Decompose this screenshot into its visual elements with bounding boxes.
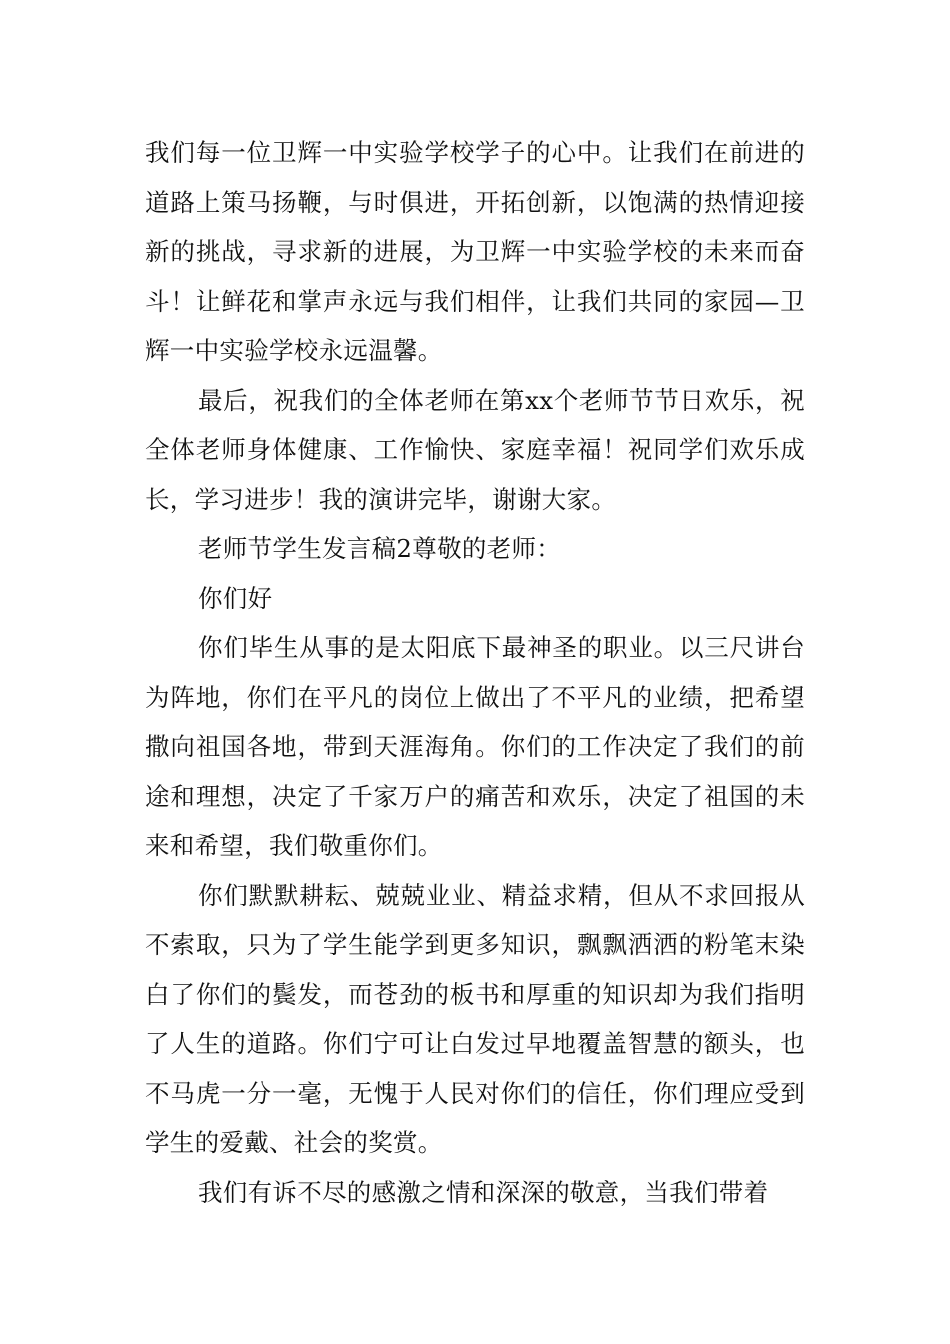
paragraph-7: 我们有诉不尽的感激之情和深深的敬意，当我们带着 xyxy=(198,1177,769,1207)
paragraph-5: 你们毕生从事的是太阳底下最神圣的职业。以三尺讲台为阵地，你们在平凡的岗位上做出了不平凡的业绩，把希望撒向祖国各地，带到天涯海角。你们的工作决定了我们的前途和理想，决定了千家万户的痛苦和欢乐，决定了祖国的未来和希望，我们敬重你们。 xyxy=(145,633,805,860)
paragraph-4: 你们好 xyxy=(198,583,273,613)
paragraph-6: 你们默默耕耘、兢兢业业、精益求精，但从不求回报从不索取，只为了学生能学到更多知识，飘飘洒洒的粉笔末染白了你们的鬓发，而苍劲的板书和厚重的知识却为我们指明了人生的道路。你们宁可让白发过早地覆盖智慧的额头，也不马虎一分一毫，无愧于人民对你们的信任，你们理应受到学生的爱戴、社会的奖赏。 xyxy=(145,880,805,1157)
paragraph-1: 我们每一位卫辉一中实验学校学子的心中。让我们在前进的道路上策马扬鞭，与时俱进，开拓创新，以饱满的热情迎接新的挑战，寻求新的进展，为卫辉一中实验学校的未来而奋斗！让鲜花和掌声永远与我们相伴，让我们共同的家园—卫辉一中实验学校永远温馨。 xyxy=(145,138,805,365)
paragraph-3: 老师节学生发言稿2尊敬的老师： xyxy=(198,534,562,563)
paragraph-2: 最后，祝我们的全体老师在第xx个老师节节日欢乐，祝全体老师身体健康、工作愉快、家庭幸福！祝同学们欢乐成长，学习进步！我的演讲完毕，谢谢大家。 xyxy=(145,385,805,514)
document-page xyxy=(145,128,805,1217)
